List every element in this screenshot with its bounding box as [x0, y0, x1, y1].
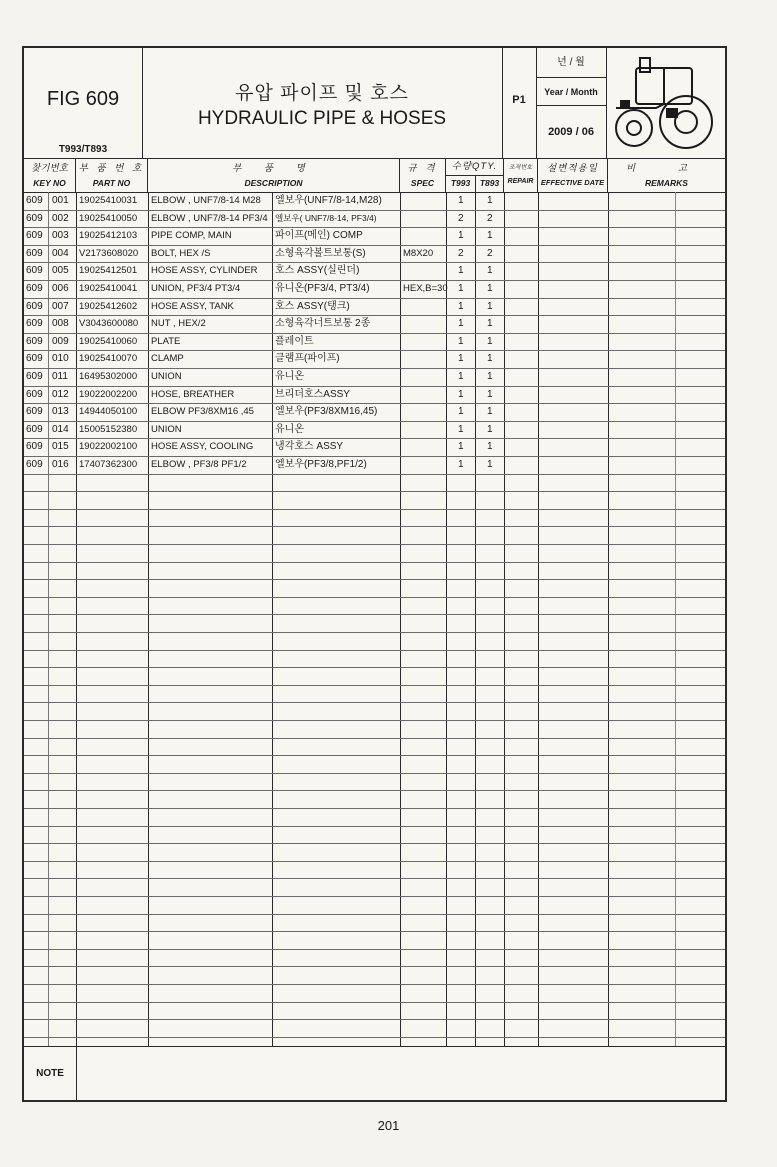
row-rule [24, 632, 725, 633]
qty-t893-cell: 1 [487, 353, 493, 365]
qty-t893-cell: 1 [487, 230, 493, 242]
qty-t893-cell: 1 [487, 459, 493, 470]
part-number-cell: 16495302000 [79, 371, 138, 382]
fig-number-cell: 609 [26, 441, 43, 453]
table-row [24, 368, 725, 386]
qty-t993-cell: 1 [458, 353, 464, 365]
table-row [24, 262, 725, 280]
description-en-cell: BOLT, HEX /S [151, 247, 211, 259]
row-rule [24, 773, 725, 774]
row-rule [24, 966, 725, 967]
qty-t893-cell: 1 [487, 335, 493, 347]
table-row [24, 386, 725, 404]
row-rule [24, 843, 725, 844]
table-row [24, 280, 725, 298]
description-en-cell: UNION, PF3/4 PT3/4 [151, 283, 241, 294]
part-number-cell: 19025410070 [79, 353, 138, 365]
year-month-value: 2009 / 06 [548, 126, 594, 138]
page-number: 201 [377, 1118, 400, 1133]
year-month-box [536, 48, 607, 158]
qty-t893-cell: 1 [487, 371, 493, 382]
description-ko-cell: 유니온(PF3/4, PT3/4) [275, 283, 370, 294]
row-rule [24, 579, 725, 580]
table-row [24, 350, 725, 368]
row-rule [24, 685, 725, 686]
part-number-cell: 19025412103 [79, 230, 138, 242]
fig-number-cell: 609 [26, 300, 43, 312]
row-rule [24, 931, 725, 932]
row-rule [24, 597, 725, 598]
description-en-cell: UNION [151, 423, 182, 435]
description-ko-cell: 클램프(파이프) [275, 353, 340, 365]
key-number-cell: 014 [52, 423, 69, 435]
table-row [24, 421, 725, 439]
part-number-cell: 17407362300 [79, 459, 138, 470]
table-row [24, 333, 725, 351]
key-number-cell: 010 [52, 353, 69, 365]
part-number-cell: 19025410060 [79, 335, 138, 347]
fig-number-cell: 609 [26, 388, 43, 400]
figure-box [24, 48, 143, 158]
table-row [24, 192, 725, 210]
year-month-korean: 년 / 월 [536, 48, 606, 78]
row-rule [24, 914, 725, 915]
parts-sheet [22, 46, 727, 1102]
fig-number-cell: 609 [26, 335, 43, 347]
qty-t993-cell: 1 [458, 283, 464, 294]
row-rule [24, 1037, 725, 1038]
note-area [24, 1046, 725, 1101]
row-rule [24, 738, 725, 739]
qty-t993-cell: 2 [458, 247, 464, 259]
col-description: 부 품 명 DESCRIPTION [148, 158, 400, 192]
description-en-cell: ELBOW , PF3/8 PF1/2 [151, 459, 247, 470]
page-label: P1 [512, 94, 526, 106]
table-row [24, 438, 725, 456]
fig-number-cell: 609 [26, 353, 43, 365]
col-repair: 조작번호 REPAIR [504, 158, 538, 192]
qty-t993-cell: 2 [458, 212, 464, 224]
fig-number-cell: 609 [26, 459, 43, 470]
row-rule [24, 1019, 725, 1020]
part-number-cell: 19022002100 [79, 441, 138, 453]
row-rule [24, 650, 725, 651]
title-english: HYDRAULIC PIPE & HOSES [197, 108, 447, 129]
qty-t993-cell: 1 [458, 459, 464, 470]
part-number-cell: 14944050100 [79, 406, 138, 418]
table-row [24, 456, 725, 474]
qty-t993-cell: 1 [458, 265, 464, 277]
page-box [502, 48, 537, 158]
qty-t993-cell: 1 [458, 195, 464, 206]
row-rule [24, 474, 725, 475]
description-ko-cell: 호스 ASSY(실린더) [275, 265, 360, 277]
qty-t893-cell: 1 [487, 406, 493, 418]
col-effective-date: 설변적용일 EFFECTIVE DATE [538, 158, 608, 192]
part-number-cell: 19025410050 [79, 212, 138, 224]
qty-t993-cell: 1 [458, 318, 464, 330]
key-number-cell: 004 [52, 247, 69, 259]
row-rule [24, 509, 725, 510]
fig-number-cell: 609 [26, 371, 43, 382]
row-rule [24, 614, 725, 615]
column-header-row [24, 158, 725, 193]
part-number-cell: V2173608020 [79, 247, 139, 259]
description-ko-cell: 브리더호스ASSY [275, 388, 350, 400]
row-rule [24, 544, 725, 545]
key-number-cell: 016 [52, 459, 69, 470]
description-ko-cell: 유니온 [275, 371, 304, 382]
key-number-cell: 002 [52, 212, 69, 224]
col-key: 찾기번호 KEY NO [24, 158, 76, 192]
qty-t993-cell: 1 [458, 230, 464, 242]
row-rule [24, 984, 725, 985]
description-en-cell: HOSE ASSY, TANK [151, 300, 234, 312]
fig-number-cell: 609 [26, 318, 43, 330]
key-number-cell: 008 [52, 318, 69, 330]
fig-number-cell: 609 [26, 230, 43, 242]
key-number-cell: 012 [52, 388, 69, 400]
description-ko-cell: 엘보우(UNF7/8-14,M28) [275, 195, 382, 206]
qty-t893-cell: 2 [487, 212, 493, 224]
description-ko-cell: 플레이트 [275, 335, 314, 347]
qty-t893-cell: 1 [487, 300, 493, 312]
col-part: 부 품 번 호 PART NO [76, 158, 148, 192]
description-en-cell: UNION [151, 371, 182, 382]
figure-number: FIG 609 [46, 88, 120, 110]
part-number-cell: 19025410041 [79, 283, 138, 294]
qty-t893-cell: 1 [487, 423, 493, 435]
col-qty: 수량QTY. T993 T893 [446, 158, 504, 192]
row-rule [24, 896, 725, 897]
description-en-cell: HOSE ASSY, CYLINDER [151, 265, 258, 277]
fig-number-cell: 609 [26, 406, 43, 418]
qty-t993-cell: 1 [458, 335, 464, 347]
key-number-cell: 001 [52, 195, 69, 206]
description-ko-cell: 소형육각너트보통 2종 [275, 318, 371, 330]
qty-t993-cell: 1 [458, 388, 464, 400]
description-ko-cell: 유니온 [275, 423, 304, 435]
part-number-cell: V3043600080 [79, 318, 139, 330]
table-row [24, 245, 725, 263]
col-spec: 규 격 SPEC [400, 158, 446, 192]
qty-t893-cell: 1 [487, 195, 493, 206]
row-rule [24, 702, 725, 703]
qty-t993-cell: 1 [458, 300, 464, 312]
description-en-cell: HOSE ASSY, COOLING [151, 441, 254, 453]
fig-number-cell: 609 [26, 195, 43, 206]
model-label: T993/T893 [58, 144, 108, 155]
description-en-cell: ELBOW PF3/8XM16 ,45 [151, 406, 254, 418]
year-month-english: Year / Month [536, 78, 606, 106]
title-box [142, 48, 503, 158]
qty-t893-cell: 1 [487, 283, 493, 294]
row-rule [24, 808, 725, 809]
key-number-cell: 003 [52, 230, 69, 242]
part-number-cell: 15005152380 [79, 423, 138, 435]
table-row [24, 210, 725, 228]
key-number-cell: 006 [52, 283, 69, 294]
qty-t993-cell: 1 [458, 371, 464, 382]
qty-t893-cell: 2 [487, 247, 493, 259]
spec-cell: M8X20 [403, 247, 434, 259]
description-en-cell: ELBOW , UNF7/8-14 PF3/4 [151, 212, 268, 224]
qty-t893-cell: 1 [487, 441, 493, 453]
qty-t893-cell: 1 [487, 318, 493, 330]
key-number-cell: 009 [52, 335, 69, 347]
fig-number-cell: 609 [26, 423, 43, 435]
row-rule [24, 755, 725, 756]
table-row [24, 315, 725, 333]
fig-number-cell: 609 [26, 247, 43, 259]
qty-t993-cell: 1 [458, 441, 464, 453]
description-en-cell: HOSE, BREATHER [151, 388, 235, 400]
qty-t893-cell: 1 [487, 265, 493, 277]
fig-number-cell: 609 [26, 283, 43, 294]
row-rule [24, 562, 725, 563]
table-row [24, 298, 725, 316]
description-ko-cell: 냉각호스 ASSY [275, 441, 344, 453]
note-label: NOTE [24, 1047, 77, 1101]
tractor-icon [606, 48, 725, 158]
qty-t993-cell: 1 [458, 406, 464, 418]
qty-t993-cell: 1 [458, 423, 464, 435]
col-remarks: 비 고 REMARKS [626, 163, 707, 188]
row-rule [24, 720, 725, 721]
parts-table [24, 192, 725, 1046]
description-en-cell: ELBOW , UNF7/8-14 M28 [151, 195, 261, 206]
row-rule [24, 949, 725, 950]
qty-t893-cell: 1 [487, 388, 493, 400]
table-row [24, 227, 725, 245]
fig-number-cell: 609 [26, 265, 43, 277]
row-rule [24, 667, 725, 668]
fig-number-cell: 609 [26, 212, 43, 224]
row-rule [24, 491, 725, 492]
part-number-cell: 19025412602 [79, 300, 138, 312]
spec-cell: HEX,B=30 [403, 283, 448, 294]
key-number-cell: 013 [52, 406, 69, 418]
description-en-cell: NUT , HEX/2 [151, 318, 206, 330]
part-number-cell: 19025412501 [79, 265, 138, 277]
key-number-cell: 005 [52, 265, 69, 277]
sheet-header [24, 48, 725, 159]
description-en-cell: PLATE [151, 335, 181, 347]
part-number-cell: 19022002200 [79, 388, 138, 400]
row-rule [24, 526, 725, 527]
description-ko-cell: 엘보우(PF3/8,PF1/2) [275, 459, 367, 470]
row-rule [24, 878, 725, 879]
description-en-cell: CLAMP [151, 353, 184, 365]
description-ko-cell: 호스 ASSY(탱크) [275, 300, 350, 312]
description-ko-cell: 엘보우( UNF7/8-14, PF3/4) [275, 212, 377, 223]
part-number-cell: 19025410031 [79, 195, 138, 206]
key-number-cell: 015 [52, 441, 69, 453]
description-ko-cell: 엘보우(PF3/8XM16,45) [275, 406, 378, 418]
description-ko-cell: 파이프(메인) COMP [275, 230, 363, 242]
key-number-cell: 007 [52, 300, 69, 312]
row-rule [24, 861, 725, 862]
key-number-cell: 011 [52, 371, 68, 382]
row-rule [24, 1002, 725, 1003]
row-rule [24, 790, 725, 791]
title-korean: 유압 파이프 및 호스 [235, 83, 409, 104]
table-row [24, 403, 725, 421]
row-rule [24, 826, 725, 827]
description-en-cell: PIPE COMP, MAIN [151, 230, 232, 242]
description-ko-cell: 소형육각볼트보통(S) [275, 247, 366, 259]
